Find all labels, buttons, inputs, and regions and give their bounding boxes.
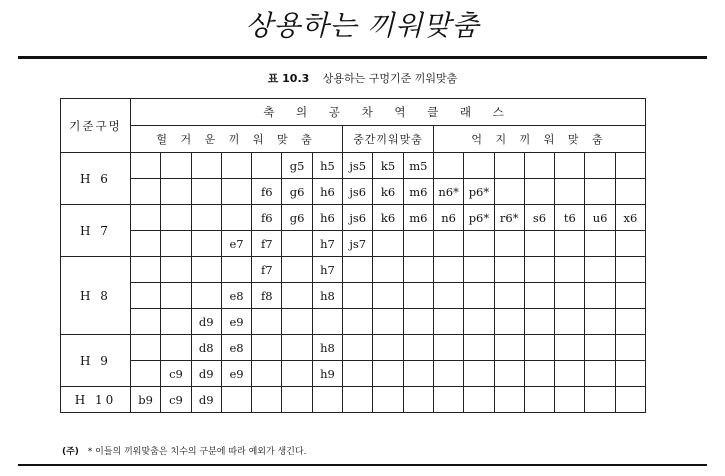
table-row [61,361,646,387]
tolerance-cell: f8 [252,283,282,309]
tolerance-cell [433,231,463,257]
tolerance-cell [373,283,403,309]
table-row [61,335,646,361]
tolerance-cell [524,335,554,361]
tolerance-cell [464,335,494,361]
tolerance-cell: h7 [312,257,342,283]
tolerance-cell: r6* [494,205,524,231]
tolerance-cell: u6 [585,205,615,231]
hole-class-cell: H 8 [61,257,131,335]
tolerance-cell [343,283,373,309]
hole-class-cell: H 7 [61,205,131,257]
tolerance-cell [252,335,282,361]
tolerance-cell: d9 [191,361,221,387]
tolerance-cell [221,179,251,205]
fits-table-body [61,153,646,413]
tolerance-cell [161,179,191,205]
tolerance-cell: k5 [373,153,403,179]
tolerance-cell [585,153,615,179]
table-row [61,257,646,283]
tolerance-cell [615,283,645,309]
tolerance-cell [161,205,191,231]
tolerance-cell [494,361,524,387]
tolerance-cell [555,335,585,361]
tolerance-cell [524,283,554,309]
tolerance-cell: k6 [373,179,403,205]
tolerance-cell [433,387,463,413]
header-row-1 [61,99,646,126]
tolerance-cell [161,231,191,257]
tolerance-cell: p6* [464,205,494,231]
tolerance-cell: m5 [403,153,433,179]
tolerance-cell [615,179,645,205]
tolerance-cell [131,231,161,257]
tolerance-cell [252,361,282,387]
tolerance-cell [433,153,463,179]
tolerance-cell [555,309,585,335]
tolerance-cell [161,153,191,179]
hole-class-cell: H 6 [61,153,131,205]
tolerance-cell [615,335,645,361]
bottom-divider [18,464,707,466]
tolerance-cell: e8 [221,283,251,309]
tolerance-cell [343,309,373,335]
tolerance-cell: js7 [343,231,373,257]
tolerance-cell [433,361,463,387]
tolerance-cell [494,283,524,309]
tolerance-cell [403,257,433,283]
tolerance-cell: t6 [555,205,585,231]
tolerance-cell [524,309,554,335]
table-row [61,283,646,309]
tolerance-cell: s6 [524,205,554,231]
tolerance-cell: x6 [615,205,645,231]
tolerance-cell [464,387,494,413]
tolerance-cell: e9 [221,361,251,387]
tolerance-cell [131,153,161,179]
tolerance-cell [524,153,554,179]
tolerance-cell [464,283,494,309]
tolerance-cell [282,361,312,387]
tolerance-cell [433,335,463,361]
tolerance-cell [343,387,373,413]
tolerance-cell [161,257,191,283]
tolerance-cell [131,205,161,231]
tolerance-cell [221,153,251,179]
tolerance-cell [373,309,403,335]
tolerance-cell [403,283,433,309]
tolerance-cell [343,361,373,387]
tolerance-cell [464,309,494,335]
table-row [61,309,646,335]
tolerance-cell: e9 [221,309,251,335]
tolerance-cell [221,257,251,283]
tolerance-cell [615,231,645,257]
tolerance-cell [282,335,312,361]
tolerance-cell [191,257,221,283]
footnote-mark: (주) [62,447,79,457]
footnote-text: * 이들의 끼워맞춤은 치수의 구분에 따라 예외가 생긴다. [87,447,307,457]
tolerance-cell: f6 [252,179,282,205]
tolerance-cell [373,387,403,413]
tolerance-cell [433,283,463,309]
tolerance-cell [615,361,645,387]
tolerance-cell [555,257,585,283]
tolerance-cell [221,387,251,413]
interference-fit-header: 억 지 끼 워 맞 춤 [433,126,645,153]
tolerance-cell [312,309,342,335]
hole-class-cell: H 10 [61,387,131,413]
tolerance-cell: js5 [343,153,373,179]
tolerance-cell [282,309,312,335]
tolerance-cell: h8 [312,335,342,361]
table-row [61,205,646,231]
tolerance-cell [403,361,433,387]
tolerance-cell: h7 [312,231,342,257]
tolerance-cell [191,179,221,205]
table-row [61,153,646,179]
footnote [62,444,306,457]
tolerance-cell [524,257,554,283]
table-row [61,179,646,205]
tolerance-cell: p6* [464,179,494,205]
table-number: 표 10.3 [267,72,310,85]
tolerance-cell: js6 [343,205,373,231]
tolerance-cell: g5 [282,153,312,179]
tolerance-cell [131,361,161,387]
tolerance-cell [555,387,585,413]
tolerance-cell [585,179,615,205]
table-row [61,387,646,413]
tolerance-cell [585,283,615,309]
tolerance-cell [312,387,342,413]
tolerance-cell: g6 [282,179,312,205]
tolerance-cell: h9 [312,361,342,387]
tolerance-cell [585,231,615,257]
transition-fit-header: 중간끼워맞춤 [343,126,434,153]
tolerance-cell [494,179,524,205]
tolerance-cell [433,257,463,283]
tolerance-cell [494,387,524,413]
tolerance-cell [494,257,524,283]
tolerance-cell [131,309,161,335]
tolerance-cell [403,335,433,361]
tolerance-cell: h6 [312,179,342,205]
tolerance-cell [585,387,615,413]
tolerance-cell: h5 [312,153,342,179]
tolerance-cell: js6 [343,179,373,205]
tolerance-cell [494,231,524,257]
tolerance-cell [131,179,161,205]
top-divider [18,56,707,59]
tolerance-cell [282,231,312,257]
tolerance-cell [555,179,585,205]
tolerance-cell [131,283,161,309]
tolerance-cell [464,257,494,283]
tolerance-cell [191,231,221,257]
tolerance-cell [252,153,282,179]
tolerance-cell [524,387,554,413]
tolerance-cell [555,153,585,179]
shaft-tolerance-header: 축 의 공 차 역 클 래 스 [131,99,646,126]
tolerance-cell [555,283,585,309]
tolerance-cell: h6 [312,205,342,231]
tolerance-cell: f7 [252,231,282,257]
tolerance-cell: c9 [161,387,191,413]
table-caption [0,70,725,86]
fits-table [60,98,646,413]
tolerance-cell [524,179,554,205]
tolerance-cell: h8 [312,283,342,309]
tolerance-cell [373,335,403,361]
tolerance-cell [464,361,494,387]
tolerance-cell [585,335,615,361]
tolerance-cell [282,257,312,283]
tolerance-cell [161,335,191,361]
tolerance-cell: e8 [221,335,251,361]
tolerance-cell [615,309,645,335]
tolerance-cell [403,387,433,413]
table-row [61,231,646,257]
tolerance-cell: f7 [252,257,282,283]
tolerance-cell [282,283,312,309]
hole-basis-header: 기준구멍 [61,99,131,153]
tolerance-cell [403,309,433,335]
tolerance-cell [282,387,312,413]
table-caption-text: 상용하는 구멍기준 끼워맞춤 [322,72,458,85]
tolerance-cell [252,309,282,335]
tolerance-cell: k6 [373,205,403,231]
tolerance-cell [403,231,433,257]
tolerance-cell [252,387,282,413]
tolerance-cell [373,257,403,283]
tolerance-cell [131,335,161,361]
tolerance-cell [585,309,615,335]
tolerance-cell [585,257,615,283]
tolerance-cell: c9 [161,361,191,387]
tolerance-cell [615,387,645,413]
page-title: 상용하는 끼워맞춤 [245,9,480,42]
tolerance-cell [524,361,554,387]
tolerance-cell: g6 [282,205,312,231]
tolerance-cell [191,153,221,179]
tolerance-cell [615,153,645,179]
tolerance-cell [373,231,403,257]
tolerance-cell [615,257,645,283]
tolerance-cell: d8 [191,335,221,361]
tolerance-cell: b9 [131,387,161,413]
tolerance-cell [464,153,494,179]
tolerance-cell [585,361,615,387]
header-row-2 [61,126,646,153]
tolerance-cell: n6* [433,179,463,205]
tolerance-cell [464,231,494,257]
tolerance-cell: d9 [191,387,221,413]
tolerance-cell: d9 [191,309,221,335]
tolerance-cell: f6 [252,205,282,231]
tolerance-cell [524,231,554,257]
tolerance-cell [555,361,585,387]
tolerance-cell [221,205,251,231]
clearance-fit-header: 헐 거 운 끼 워 맞 춤 [131,126,343,153]
tolerance-cell [494,153,524,179]
tolerance-cell [161,283,191,309]
tolerance-cell [555,231,585,257]
tolerance-cell: e7 [221,231,251,257]
tolerance-cell [494,309,524,335]
tolerance-cell [343,257,373,283]
hole-class-cell: H 9 [61,335,131,387]
tolerance-cell [131,257,161,283]
tolerance-cell [191,283,221,309]
tolerance-cell: m6 [403,205,433,231]
tolerance-cell: n6 [433,205,463,231]
tolerance-cell [433,309,463,335]
tolerance-cell [373,361,403,387]
tolerance-cell [494,335,524,361]
tolerance-cell: m6 [403,179,433,205]
tolerance-cell [161,309,191,335]
tolerance-cell [191,205,221,231]
tolerance-cell [343,335,373,361]
